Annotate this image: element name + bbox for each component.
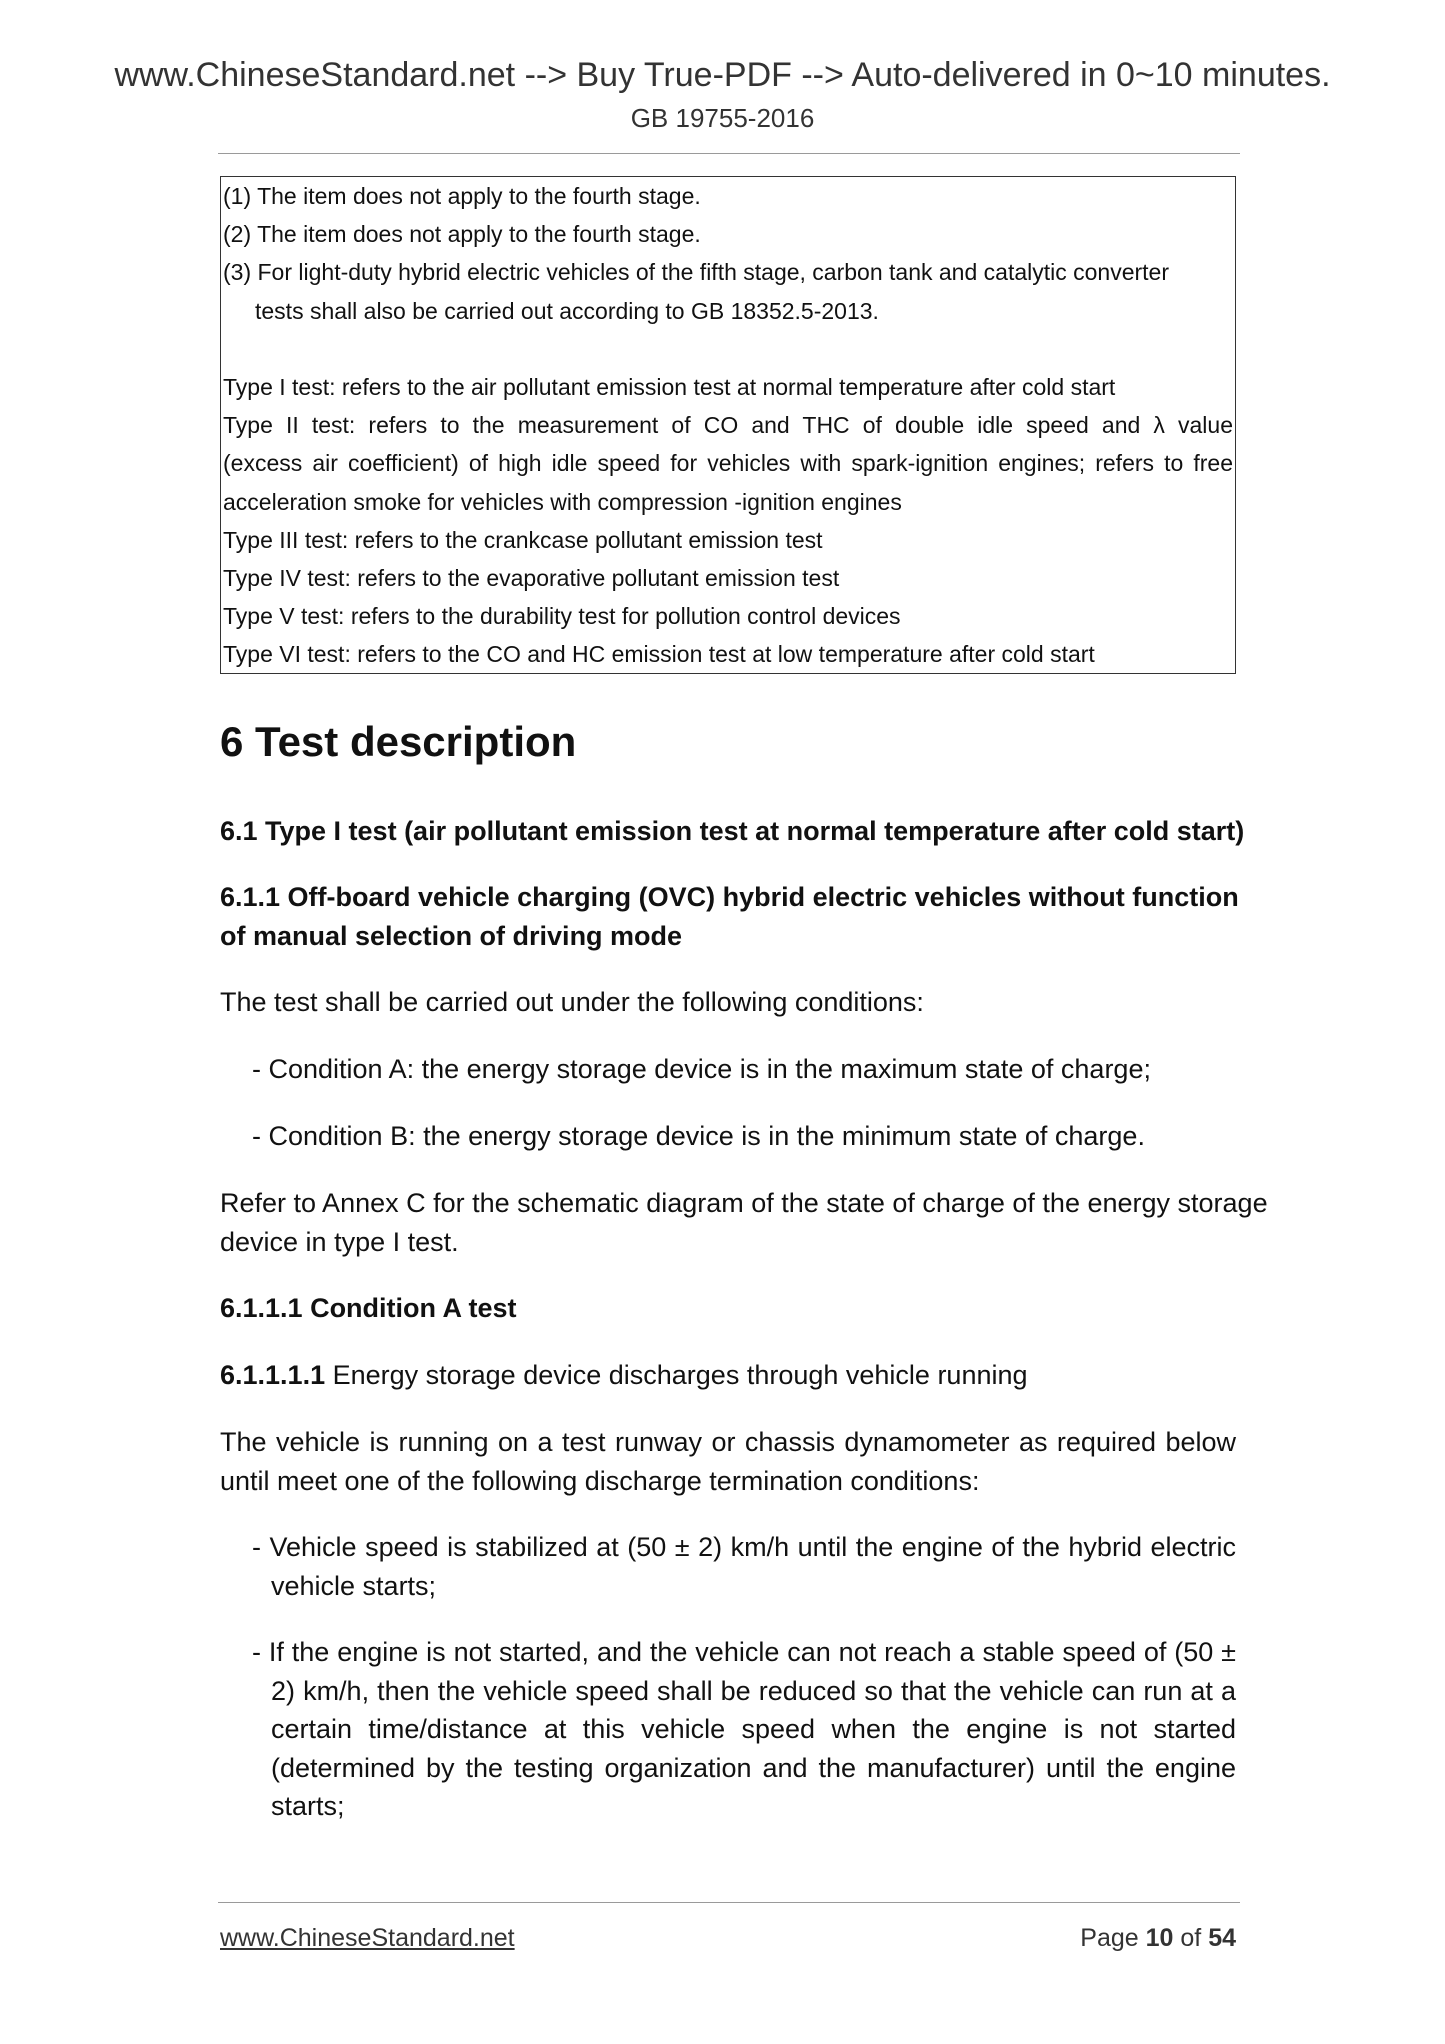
type-5-definition: Type V test: refers to the durability test for pollution control devices <box>223 603 901 630</box>
annex-reference-paragraph <box>220 1184 1268 1261</box>
running-line-2: until meet one of the following discharge termination conditions: <box>220 1465 980 1496</box>
note-3-line-2: tests shall also be carried out according to GB 18352.5-2013. <box>255 297 879 324</box>
condition-a-item: - Condition A: the energy storage device is in the maximum state of charge; <box>252 1054 1151 1084</box>
annex-reference-line-1: Refer to Annex C for the schematic diagram of the state of charge of the energy storage <box>220 1188 1268 1218</box>
condition-b-item: - Condition B: the energy storage device is in the minimum state of charge. <box>252 1121 1145 1151</box>
standard-code: GB 19755-2016 <box>630 103 815 133</box>
type-4-definition: Type IV test: refers to the evaporative pollutant emission test <box>223 565 840 592</box>
running-line-1: The vehicle is running on a test runway or chassis dynamometer as required below <box>220 1427 1236 1457</box>
termination-condition-2-line-2: 2) km/h, then the vehicle speed shall be reduced so that the vehicle can run at a <box>271 1675 1236 1706</box>
type-2-definition-line-1: Type II test: refers to the measurement of CO and THC of double idle speed and λ value <box>223 412 1233 439</box>
header-banner: www.ChineseStandard.net --> Buy True-PDF --> Auto-delivered in 0~10 minutes. <box>114 56 1331 94</box>
termination-condition-2-line-5: starts; <box>271 1791 345 1821</box>
page-number: 10 <box>1145 1924 1174 1952</box>
conditions-intro: The test shall be carried out under the following conditions: <box>220 987 924 1017</box>
type-6-definition: Type VI test: refers to the CO and HC emission test at low temperature after cold start <box>223 641 1095 668</box>
section-6-1-1-heading-line-2: of manual selection of driving mode <box>220 920 683 951</box>
section-6-1-1-1-1-number: 6.1.1.1.1 <box>220 1360 326 1390</box>
section-6-heading: 6 Test description <box>220 718 577 765</box>
termination-condition-2-line-1: - If the engine is not started, and the vehicle can not reach a stable speed of (50 ± <box>252 1637 1236 1667</box>
termination-condition-1 <box>252 1528 1236 1605</box>
note-1: (1) The item does not apply to the fourth stage. <box>223 183 701 209</box>
section-6-1-1-heading <box>220 878 1239 955</box>
note-2: (2) The item does not apply to the fourth stage. <box>223 221 701 248</box>
type-1-definition: Type I test: refers to the air pollutant emission test at normal temperature after cold start <box>223 374 1116 400</box>
termination-condition-2-line-4: (determined by the testing organization and the manufacturer) until the engine <box>271 1752 1236 1783</box>
section-6-1-1-1-heading: 6.1.1.1 Condition A test <box>220 1293 517 1323</box>
note-3-line-1: (3) For light-duty hybrid electric vehicles of the fifth stage, carbon tank and catalytic converter <box>223 259 1169 286</box>
annex-reference-line-2: device in type I test. <box>220 1226 459 1257</box>
section-6-1-1-heading-line-1: 6.1.1 Off-board vehicle charging (OVC) hybrid electric vehicles without function <box>220 882 1239 912</box>
termination-condition-2 <box>252 1633 1236 1826</box>
table-notes-box <box>220 176 1236 674</box>
page-total: 54 <box>1208 1924 1236 1952</box>
page-indicator <box>1060 1924 1236 1953</box>
type-2-definition-line-3: acceleration smoke for vehicles with compression -ignition engines <box>223 488 902 515</box>
page-label: Page <box>1080 1924 1146 1952</box>
type-2-definition-line-2: (excess air coefficient) of high idle speed for vehicles with spark-ignition engines; refers to free <box>223 450 1233 477</box>
of-label: of <box>1173 1924 1209 1952</box>
termination-condition-1-line-1: - Vehicle speed is stabilized at (50 ± 2) km/h until the engine of the hybrid electric <box>252 1532 1236 1562</box>
note-spacer <box>221 330 1235 368</box>
header-divider <box>218 153 1240 154</box>
section-6-1-1-1-1-text: Energy storage device discharges through vehicle running <box>325 1360 1028 1390</box>
termination-condition-2-line-3: certain time/distance at this vehicle speed when the engine is not started <box>271 1714 1236 1744</box>
section-6-1-heading: 6.1 Type I test (air pollutant emission test at normal temperature after cold start) <box>220 816 1245 846</box>
termination-condition-1-line-2: vehicle starts; <box>271 1570 437 1601</box>
footer-site-link[interactable]: www.ChineseStandard.net <box>220 1924 515 1952</box>
running-paragraph <box>220 1423 1236 1500</box>
section-6-1-1-1-1-paragraph <box>220 1356 1236 1395</box>
footer-divider <box>218 1902 1240 1903</box>
type-3-definition: Type III test: refers to the crankcase pollutant emission test <box>223 526 823 553</box>
